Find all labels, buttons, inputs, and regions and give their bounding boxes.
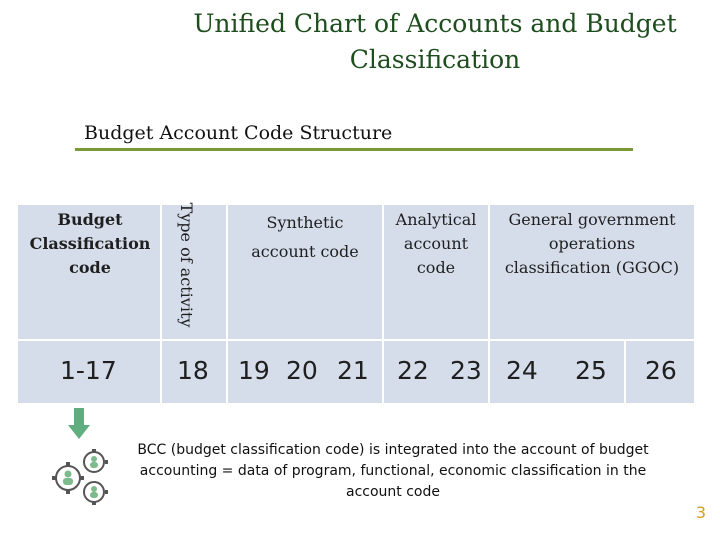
code-number: 26 xyxy=(645,356,677,385)
bcc-note: BCC (budget classification code) is integrated into the account of budget accounting = data of program, functional, economic classification in the account code xyxy=(137,442,649,500)
title-line-1: Unified Chart of Accounts and Budget xyxy=(193,9,677,38)
subtitle-underline xyxy=(75,148,633,151)
header-analytical-account-code: Analytical account code xyxy=(395,210,477,277)
code-number: 22 xyxy=(397,356,429,385)
down-arrow-icon xyxy=(68,408,90,440)
code-number: 21 xyxy=(337,356,369,385)
page-number: 3 xyxy=(695,503,706,522)
code-number: 24 xyxy=(506,356,538,385)
section-subtitle: Budget Account Code Structure xyxy=(84,122,393,144)
title-line-2: Classification xyxy=(349,45,521,74)
gears-people-icon xyxy=(50,448,112,506)
code-number: 18 xyxy=(177,356,209,385)
code-number: 23 xyxy=(450,356,482,385)
header-ggoc: General government operations classification (GGOC) xyxy=(504,210,680,277)
code-number: 20 xyxy=(286,356,318,385)
code-number: 25 xyxy=(575,356,607,385)
code-number: 19 xyxy=(238,356,270,385)
column-divider xyxy=(624,339,626,403)
header-synthetic-account-code: Synthetic account code xyxy=(251,213,359,261)
header-type-of-activity: Type of activity xyxy=(177,202,196,328)
header-budget-classification-code: Budget Classification code xyxy=(29,210,151,277)
code-number: 1-17 xyxy=(60,356,117,385)
row-divider xyxy=(18,339,694,341)
column-divider xyxy=(160,205,162,403)
slide-title xyxy=(150,6,720,78)
